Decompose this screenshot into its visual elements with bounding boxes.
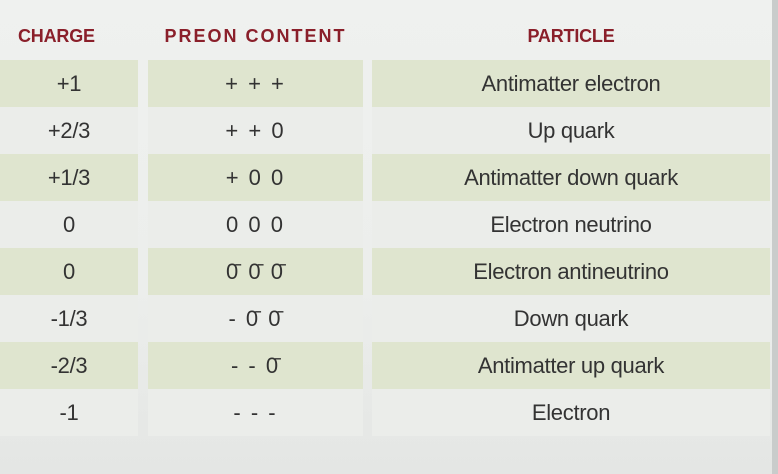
cell-charge: 0	[0, 248, 138, 295]
cell-charge: -2/3	[0, 342, 138, 389]
cell-charge: +1	[0, 60, 138, 107]
cell-preon: - - 0̄	[148, 342, 363, 389]
cell-preon: - - -	[148, 389, 363, 436]
cell-particle: Antimatter down quark	[372, 154, 770, 201]
cell-charge: -1/3	[0, 295, 138, 342]
cell-preon: + + +	[148, 60, 363, 107]
cell-preon: + 0 0	[148, 154, 363, 201]
header-preon-content: PREON CONTENT	[164, 25, 347, 46]
cell-particle: Electron neutrino	[372, 201, 770, 248]
table-row	[0, 107, 770, 154]
table-row	[0, 342, 770, 389]
cell-charge: +2/3	[0, 107, 138, 154]
header-charge: CHARGE	[18, 25, 95, 46]
cell-particle: Antimatter up quark	[372, 342, 770, 389]
header-particle: PARTICLE	[527, 25, 615, 46]
cell-particle: Up quark	[372, 107, 770, 154]
page-edge	[772, 0, 778, 474]
cell-preon: 0 0 0	[148, 201, 363, 248]
table-row	[0, 248, 770, 295]
cell-particle: Down quark	[372, 295, 770, 342]
cell-charge: +1/3	[0, 154, 138, 201]
cell-particle: Electron antineutrino	[372, 248, 770, 295]
cell-charge: 0	[0, 201, 138, 248]
table-row	[0, 154, 770, 201]
preon-table	[0, 12, 770, 436]
table-row	[0, 295, 770, 342]
table-row	[0, 201, 770, 248]
cell-preon: - 0̄ 0̄	[148, 295, 363, 342]
table-row	[0, 60, 770, 107]
cell-particle: Electron	[372, 389, 770, 436]
cell-particle: Antimatter electron	[372, 60, 770, 107]
cell-preon: 0̄ 0̄ 0̄	[148, 248, 363, 295]
table-row	[0, 389, 770, 436]
cell-preon: + + 0	[148, 107, 363, 154]
cell-charge: -1	[0, 389, 138, 436]
table-header-row	[0, 12, 770, 60]
